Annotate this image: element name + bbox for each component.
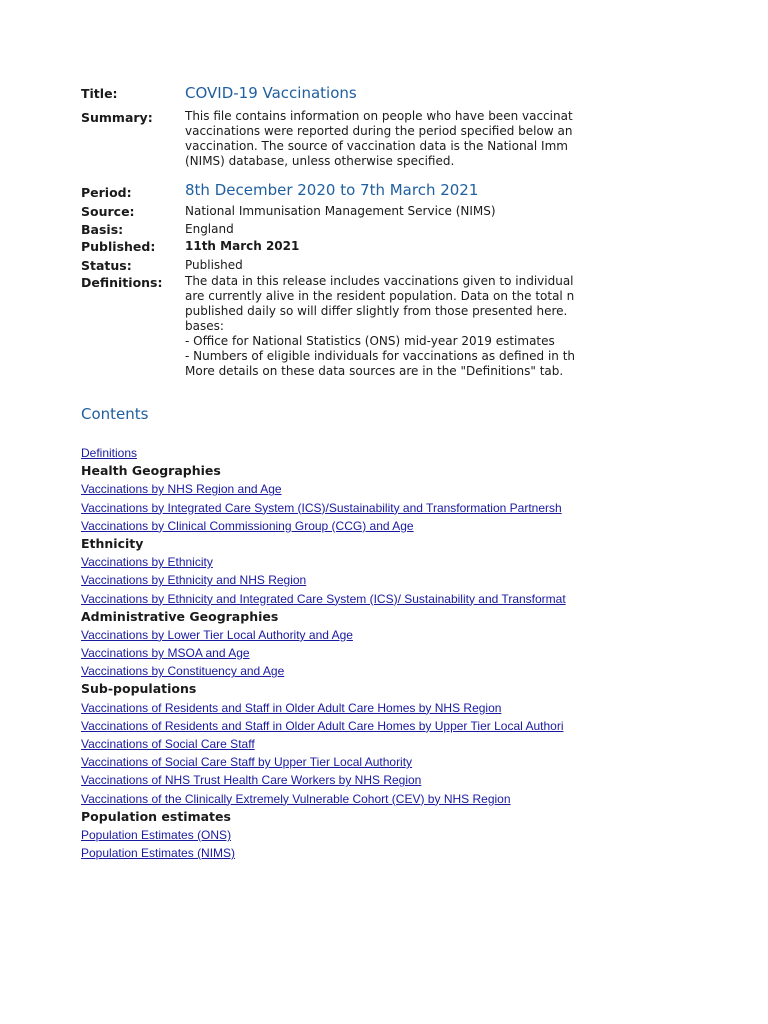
section-ethnicity: Ethnicity	[81, 535, 144, 551]
contents-item	[81, 679, 566, 697]
definitions-line: bases:	[185, 319, 224, 333]
summary-label: Summary:	[81, 110, 153, 125]
contents-item	[81, 661, 566, 679]
summary-line: vaccinations were reported during the period specified below an	[185, 124, 573, 138]
definitions-line: More details on these data sources are in the "Definitions" tab.	[185, 364, 564, 378]
link-care-homes-nhs-region[interactable]: Vaccinations of Residents and Staff in Older Adult Care Homes by NHS Region	[81, 700, 502, 715]
contents-heading: Contents	[81, 405, 149, 423]
contents-item	[81, 734, 566, 752]
period-value: 8th December 2020 to 7th March 2021	[185, 181, 479, 199]
link-msoa-age[interactable]: Vaccinations by MSOA and Age	[81, 646, 250, 661]
contents-item	[81, 607, 566, 625]
link-cev-nhs-region[interactable]: Vaccinations of the Clinically Extremely Vulnerable Cohort (CEV) by NHS Region	[81, 791, 511, 806]
link-ltla-age[interactable]: Vaccinations by Lower Tier Local Authority and Age	[81, 627, 353, 642]
contents-item	[81, 752, 566, 770]
basis-label: Basis:	[81, 222, 124, 237]
section-administrative-geographies: Administrative Geographies	[81, 608, 279, 624]
link-nhs-region-age[interactable]: Vaccinations by NHS Region and Age	[81, 482, 282, 497]
definitions-label: Definitions:	[81, 275, 163, 290]
source-label: Source:	[81, 204, 135, 219]
contents-item	[81, 716, 566, 734]
link-social-care-staff-utla[interactable]: Vaccinations of Social Care Staff by Upper Tier Local Authority	[81, 755, 413, 770]
contents-item	[81, 443, 566, 461]
contents-item	[81, 534, 566, 552]
contents-item	[81, 461, 566, 479]
document-title: COVID-19 Vaccinations	[185, 84, 357, 102]
link-definitions[interactable]: Definitions	[81, 446, 138, 460]
link-ccg-age[interactable]: Vaccinations by Clinical Commissioning Group (CCG) and Age	[81, 518, 414, 533]
published-value: 11th March 2021	[185, 239, 300, 253]
contents-item	[81, 498, 566, 516]
contents-item	[81, 516, 566, 534]
summary-text	[185, 109, 573, 169]
status-value: Published	[185, 258, 243, 272]
link-constituency-age[interactable]: Vaccinations by Constituency and Age	[81, 664, 285, 679]
contents-item	[81, 643, 566, 661]
link-population-nims[interactable]: Population Estimates (NIMS)	[81, 846, 236, 861]
summary-line: This file contains information on people who have been vaccinat	[185, 109, 573, 123]
contents-item	[81, 807, 566, 825]
definitions-line: are currently alive in the resident population. Data on the total n	[185, 289, 575, 303]
definitions-line: - Office for National Statistics (ONS) mid-year 2019 estimates	[185, 334, 555, 348]
definitions-line: The data in this release includes vaccinations given to individual	[185, 274, 574, 288]
contents-item	[81, 825, 566, 843]
link-ethnicity-nhs-region[interactable]: Vaccinations by Ethnicity and NHS Region	[81, 573, 307, 588]
link-ics-stp[interactable]: Vaccinations by Integrated Care System (ICS)/Sustainability and Transformation Partnersh	[81, 500, 562, 515]
definitions-text	[185, 274, 575, 379]
summary-line: (NIMS) database, unless otherwise specified.	[185, 154, 455, 168]
contents-item	[81, 770, 566, 788]
contents-item	[81, 625, 566, 643]
title-label: Title:	[81, 86, 118, 101]
link-care-homes-utla[interactable]: Vaccinations of Residents and Staff in Older Adult Care Homes by Upper Tier Local Authori	[81, 718, 564, 733]
contents-item	[81, 479, 566, 497]
summary-line: vaccination. The source of vaccination data is the National Imm	[185, 139, 568, 153]
link-population-ons[interactable]: Population Estimates (ONS)	[81, 827, 232, 842]
source-value: National Immunisation Management Service (NIMS)	[185, 204, 496, 218]
link-social-care-staff[interactable]: Vaccinations of Social Care Staff	[81, 737, 255, 751]
section-population-estimates: Population estimates	[81, 808, 231, 824]
period-label: Period:	[81, 185, 132, 200]
contents-item	[81, 552, 566, 570]
contents-item	[81, 570, 566, 588]
contents-item	[81, 843, 566, 861]
link-ethnicity[interactable]: Vaccinations by Ethnicity	[81, 555, 213, 570]
basis-value: England	[185, 222, 234, 236]
section-health-geographies: Health Geographies	[81, 463, 221, 479]
definitions-line: published daily so will differ slightly from those presented here.	[185, 304, 568, 318]
section-sub-populations: Sub-populations	[81, 681, 197, 697]
link-ethnicity-ics[interactable]: Vaccinations by Ethnicity and Integrated Care System (ICS)/ Sustainability and Transformat	[81, 591, 566, 606]
contents-item	[81, 789, 566, 807]
published-label: Published:	[81, 239, 156, 254]
link-nhs-trust-workers[interactable]: Vaccinations of NHS Trust Health Care Workers by NHS Region	[81, 773, 422, 788]
status-label: Status:	[81, 258, 132, 273]
contents-list	[81, 443, 566, 861]
contents-item	[81, 698, 566, 716]
contents-item	[81, 589, 566, 607]
definitions-line: - Numbers of eligible individuals for vaccinations as defined in th	[185, 349, 576, 363]
